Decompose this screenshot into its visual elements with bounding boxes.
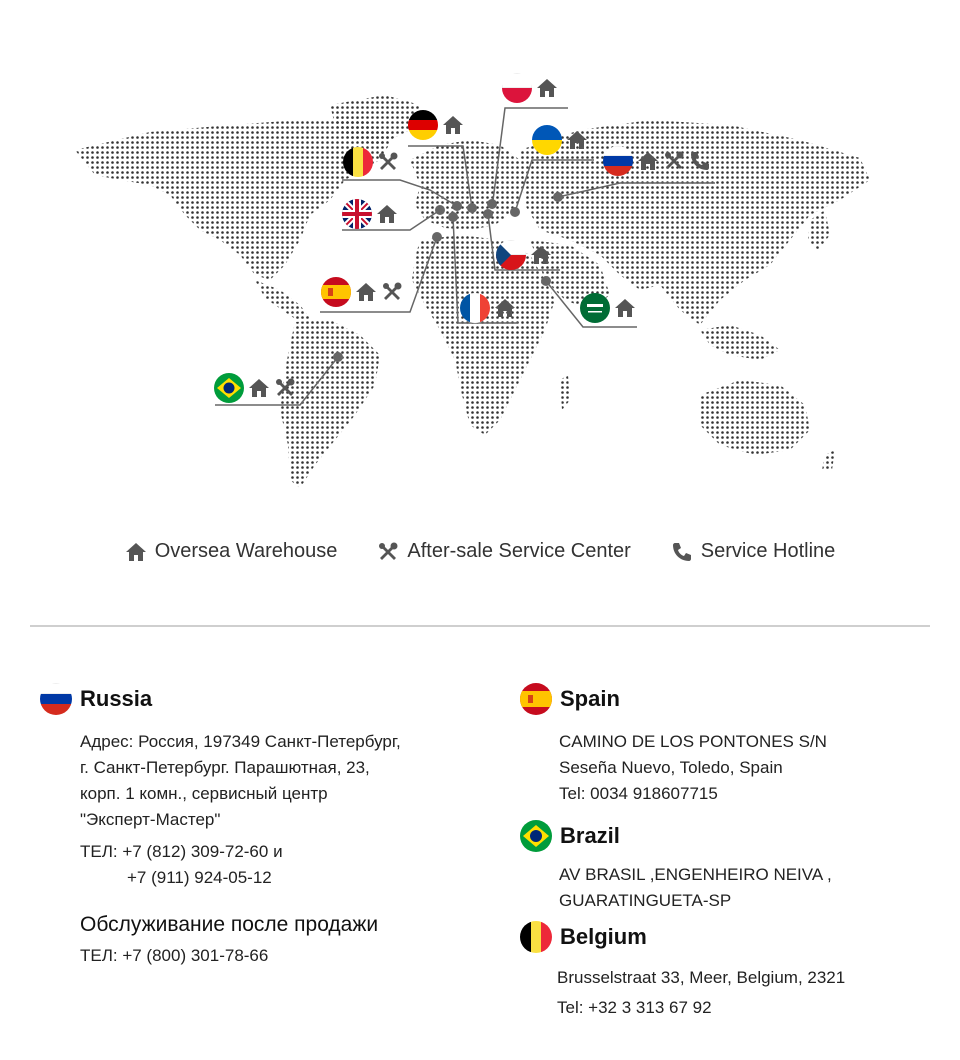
address-line: Tel: 0034 918607715: [559, 784, 718, 803]
home-icon: [376, 203, 398, 225]
address-line: Seseña Nuevo, Toledo, Spain: [559, 758, 783, 777]
home-icon: [637, 150, 659, 172]
address-line: г. Санкт-Петербург. Парашютная, 23,: [80, 758, 370, 777]
legend-warehouse: [125, 540, 338, 563]
aftersale-phone: ТЕЛ: +7 (800) 301-78-66: [80, 946, 269, 965]
home-icon: [536, 77, 558, 99]
russia-phone-1: ТЕЛ: +7 (812) 309-72-60 и: [80, 842, 283, 861]
russia-address: [80, 729, 401, 891]
callout-france: [460, 293, 516, 323]
tools-icon: [377, 151, 399, 173]
continents: [75, 95, 870, 488]
callout-russia: [603, 146, 711, 176]
address-line: Адрес: Россия, 197349 Санкт-Петербург,: [80, 732, 401, 751]
address-line: "Эксперт-Мастер": [80, 810, 221, 829]
legend-hotline: [671, 540, 836, 563]
brazil-flag: [520, 820, 552, 852]
spain-address: [559, 729, 827, 807]
tools-icon: [377, 541, 399, 563]
brazil-flag: [214, 373, 244, 403]
brazil-name: Brazil: [560, 823, 620, 848]
home-icon: [125, 541, 147, 563]
legend-service-center: [377, 540, 630, 563]
tools-icon: [381, 281, 403, 303]
address-line: корп. 1 комн., сервисный центр: [80, 784, 328, 803]
spain-flag: [321, 277, 351, 307]
russia-section: [40, 683, 401, 969]
poland-flag: [502, 73, 532, 103]
callout-germany: [408, 110, 464, 140]
home-icon: [566, 129, 588, 151]
home-icon: [530, 244, 552, 266]
callout-spain: [321, 277, 403, 307]
phone-icon: [689, 150, 711, 172]
home-icon: [248, 377, 270, 399]
address-line: Tel: +32 3 313 67 92: [557, 998, 712, 1017]
callout-poland: [502, 73, 558, 103]
ukraine-flag: [532, 125, 562, 155]
callout-belgium: [343, 147, 399, 177]
address-line: AV BRASIL ,ENGENHEIRO NEIVA ,: [559, 865, 832, 884]
belgium-flag: [520, 921, 552, 953]
address-line: Brusselstraat 33, Meer, Belgium, 2321: [557, 968, 846, 987]
russia-heading: [40, 683, 401, 715]
spain-section: [520, 683, 827, 807]
russia-flag: [603, 146, 633, 176]
legend-warehouse-label: Oversea Warehouse: [154, 540, 338, 562]
czech-flag: [496, 240, 526, 270]
callout-ukraine: [532, 125, 588, 155]
callout-brazil: [214, 373, 296, 403]
uk-flag: [342, 199, 372, 229]
belgium-name: Belgium: [560, 924, 647, 949]
brazil-heading: [520, 820, 832, 852]
russia-flag: [40, 683, 72, 715]
belgium-heading: [520, 921, 845, 953]
belgium-flag: [343, 147, 373, 177]
home-icon: [614, 297, 636, 319]
spain-name: Spain: [560, 686, 620, 711]
france-flag: [460, 293, 490, 323]
callout-uk: [342, 199, 398, 229]
belgium-section: [520, 921, 845, 1023]
brazil-section: [520, 820, 832, 914]
home-icon: [355, 281, 377, 303]
spain-heading: [520, 683, 827, 715]
phone-icon: [671, 541, 693, 563]
aftersale-title: Обслуживание после продажи: [80, 913, 379, 936]
legend-hotline-label: Service Hotline: [700, 540, 836, 562]
belgium-address: [557, 963, 845, 1023]
map-legend: [0, 540, 960, 563]
address-line: CAMINO DE LOS PONTONES S/N: [559, 732, 827, 751]
address-line: GUARATINGUETA-SP: [559, 891, 732, 910]
saudi-flag: [580, 293, 610, 323]
tools-icon: [274, 377, 296, 399]
russia-phone-2: +7 (911) 924-05-12: [127, 868, 272, 887]
callout-saudi: [580, 293, 636, 323]
spain-flag: [520, 683, 552, 715]
world-map: [0, 0, 960, 510]
legend-service-center-label: After-sale Service Center: [407, 540, 631, 562]
dotted-world-map: [0, 0, 960, 510]
divider: [30, 625, 930, 627]
russia-name: Russia: [80, 686, 153, 711]
home-icon: [494, 297, 516, 319]
callout-czech: [496, 240, 552, 270]
tools-icon: [663, 150, 685, 172]
brazil-address: [559, 862, 832, 914]
home-icon: [442, 114, 464, 136]
germany-flag: [408, 110, 438, 140]
